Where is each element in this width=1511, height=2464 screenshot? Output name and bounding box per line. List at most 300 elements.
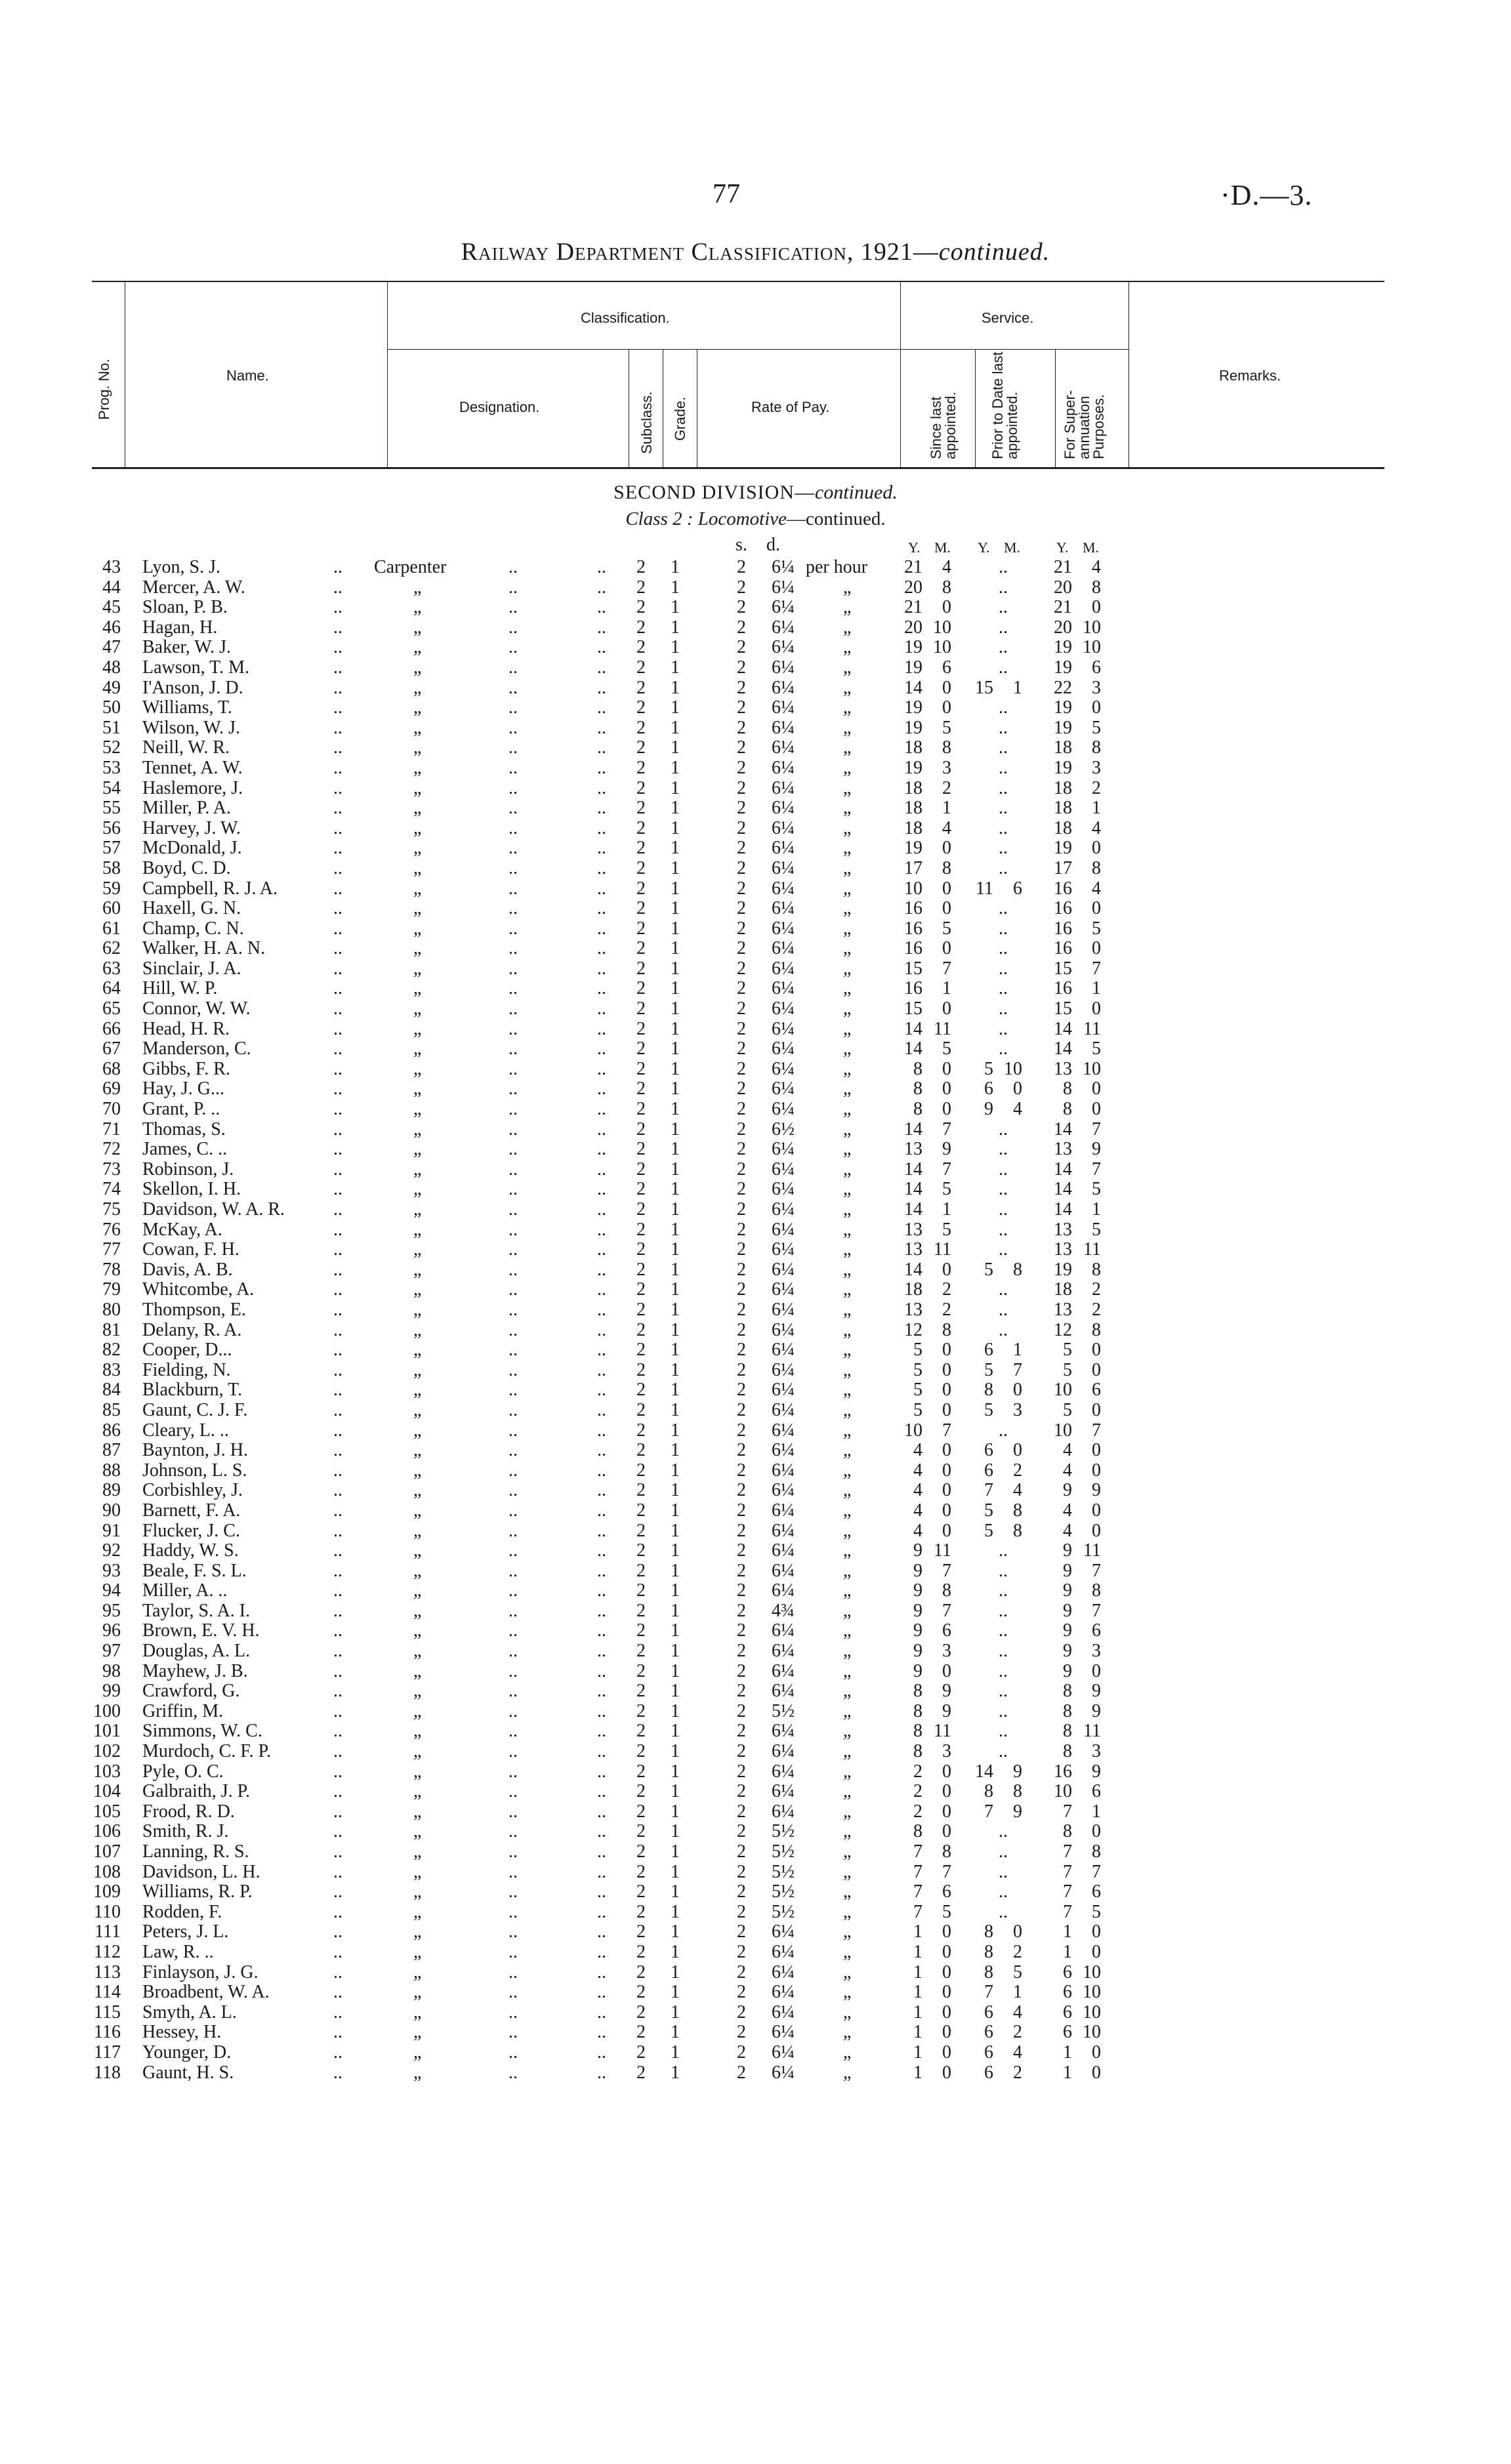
prior-months-cell: 4 (1013, 2002, 1022, 2023)
table-row (0, 1220, 1511, 1241)
since-years-cell: 1 (913, 2002, 922, 2023)
rate-unit-cell: „ (843, 1440, 852, 1461)
prior-years-cell: 8 (984, 1380, 993, 1401)
grade-cell: 1 (671, 1580, 680, 1601)
leader-dots: .. (999, 1620, 1008, 1641)
designation-cell: „ (413, 1861, 422, 1882)
since-years-cell: 19 (904, 657, 922, 678)
prior-months-cell: 8 (1013, 1259, 1022, 1280)
grade-cell: 1 (671, 1741, 680, 1762)
grade-cell: 1 (671, 1319, 680, 1340)
super-years-cell: 18 (1054, 737, 1072, 758)
rate-unit-cell: „ (843, 1961, 852, 1982)
prog-no-cell: 96 (102, 1620, 121, 1641)
prog-no-cell: 73 (102, 1159, 121, 1180)
leader-dots: .. (597, 838, 606, 859)
leader-dots: .. (597, 1700, 606, 1721)
name-cell: Champ, C. N. (142, 918, 244, 939)
name-cell: Peters, J. L. (142, 1921, 229, 1942)
leader-dots: .. (508, 1119, 518, 1140)
grade-cell: 1 (671, 1219, 680, 1240)
leader-dots: .. (333, 1319, 342, 1340)
designation-cell: „ (413, 1078, 422, 1099)
since-years-cell: 18 (904, 817, 922, 838)
col-divider-2 (387, 281, 388, 467)
leader-dots: .. (597, 918, 606, 939)
division-name: SECOND DIVISION— (613, 482, 816, 503)
super-years-cell: 12 (1054, 1319, 1072, 1340)
leader-dots: .. (508, 637, 518, 658)
name-cell: Williams, T. (142, 697, 233, 718)
since-years-cell: 9 (913, 1540, 922, 1561)
super-months-cell: 0 (1092, 697, 1101, 718)
designation-cell: „ (413, 1941, 422, 1962)
rate-unit-cell: „ (843, 817, 852, 838)
since-years-cell: 14 (904, 677, 922, 698)
rate-unit-cell: „ (843, 1520, 852, 1541)
leader-dots: .. (597, 1399, 606, 1420)
grade-cell: 1 (671, 798, 680, 819)
subclass-cell: 2 (636, 557, 646, 577)
subclass-cell: 2 (636, 1600, 646, 1621)
prior-years-cell: 7 (984, 1480, 993, 1501)
prog-no-cell: 87 (102, 1440, 121, 1461)
rate-pence-cell: 6¼ (772, 697, 795, 718)
rate-unit-cell: „ (843, 657, 852, 678)
table-row (0, 1702, 1511, 1722)
subclass-cell: 2 (636, 1440, 646, 1461)
grade-cell: 1 (671, 1279, 680, 1300)
leader-dots: .. (333, 1119, 342, 1140)
subclass-cell: 2 (636, 1500, 646, 1521)
leader-dots: .. (508, 1540, 518, 1561)
grade-cell: 1 (671, 1179, 680, 1200)
leader-dots: .. (999, 1641, 1008, 1662)
prog-no-cell: 98 (102, 1660, 121, 1681)
leader-dots: .. (508, 1580, 518, 1601)
since-months-cell: 11 (934, 1540, 951, 1561)
since-years-cell: 5 (913, 1359, 922, 1380)
subclass-cell: 2 (636, 1861, 646, 1882)
rate-pence-cell: 5½ (772, 1861, 795, 1882)
super-months-cell: 9 (1092, 1761, 1101, 1782)
since-months-cell: 2 (942, 1299, 951, 1320)
rate-unit-cell: „ (843, 1359, 852, 1380)
prog-no-cell: 81 (102, 1319, 121, 1340)
super-months-cell: 5 (1092, 717, 1101, 738)
designation-cell: „ (413, 1340, 422, 1361)
designation-cell: „ (413, 898, 422, 919)
since-months-cell: 6 (942, 657, 951, 678)
rate-shillings-cell: 2 (737, 697, 746, 718)
leader-dots: .. (999, 978, 1008, 999)
rate-pence-cell: 6¼ (772, 998, 795, 1019)
table-row (0, 1561, 1511, 1582)
rate-unit-cell: „ (843, 1801, 852, 1822)
since-months-cell: 0 (942, 1982, 951, 2003)
since-years-cell: 16 (904, 918, 922, 939)
name-cell: Johnson, L. S. (142, 1460, 247, 1481)
grade-cell: 1 (671, 1721, 680, 1742)
subclass-cell: 2 (636, 1480, 646, 1501)
prior-years-cell: 6 (984, 2042, 993, 2063)
subclass-cell: 2 (636, 898, 646, 919)
name-cell: Murdoch, C. F. P. (142, 1741, 272, 1762)
leader-dots: .. (508, 1721, 518, 1742)
subclass-cell: 2 (636, 1741, 646, 1762)
rate-pence-cell: 6¼ (772, 1199, 795, 1220)
rate-pence-cell: 6¼ (772, 1982, 795, 2003)
subclass-cell: 2 (636, 817, 646, 838)
rate-unit-cell: „ (843, 1641, 852, 1662)
rate-unit-cell: „ (843, 1139, 852, 1160)
col-divider-6 (900, 281, 901, 467)
super-months-cell: 9 (1092, 1700, 1101, 1721)
leader-dots: .. (597, 1781, 606, 1802)
subclass-cell: 2 (636, 1681, 646, 1702)
name-cell: Younger, D. (142, 2042, 232, 2063)
since-months-cell: 11 (934, 1721, 951, 1742)
rate-shillings-cell: 2 (737, 1279, 746, 1300)
name-cell: Head, H. R. (142, 1018, 230, 1039)
designation-cell: „ (413, 1319, 422, 1340)
since-years-cell: 9 (913, 1580, 922, 1601)
rate-pence-cell: 6¼ (772, 1440, 795, 1461)
designation-cell: „ (413, 978, 422, 999)
rate-pence-cell: 6¼ (772, 918, 795, 939)
table-row (0, 1541, 1511, 1561)
prog-no-cell: 80 (102, 1299, 121, 1320)
leader-dots: .. (333, 1961, 342, 1982)
rate-unit-cell: „ (843, 1560, 852, 1581)
super-months-cell: 10 (1083, 1961, 1101, 1982)
rate-pence-cell: 6¼ (772, 1259, 795, 1280)
leader-dots: .. (597, 1540, 606, 1561)
rate-pence-cell: 6¼ (772, 938, 795, 959)
since-years-cell: 5 (913, 1399, 922, 1420)
rate-unit-cell: „ (843, 1861, 852, 1882)
since-years-cell: 7 (913, 1841, 922, 1862)
leader-dots: .. (597, 938, 606, 959)
prog-no-cell: 99 (102, 1681, 121, 1702)
leader-dots: .. (333, 2002, 342, 2023)
leader-dots: .. (333, 1179, 342, 1200)
table-row (0, 1039, 1511, 1059)
leader-dots: .. (333, 1641, 342, 1662)
subclass-cell: 2 (636, 1018, 646, 1039)
leader-dots: .. (999, 577, 1008, 598)
rate-unit-cell: „ (843, 2022, 852, 2043)
leader-dots: .. (508, 1078, 518, 1099)
leader-dots: .. (999, 1279, 1008, 1300)
since-years-cell: 5 (913, 1380, 922, 1401)
table-row (0, 1902, 1511, 1923)
unit-months-prior: M. (1004, 539, 1021, 556)
header-prior-to: Prior to Date last appointed. (989, 352, 1020, 459)
name-cell: Whitcombe, A. (142, 1279, 255, 1300)
super-months-cell: 0 (1092, 1099, 1101, 1120)
prog-no-cell: 62 (102, 938, 121, 959)
since-years-cell: 8 (913, 1700, 922, 1721)
prior-years-cell: 5 (984, 1500, 993, 1521)
since-months-cell: 0 (942, 1078, 951, 1099)
super-months-cell: 11 (1083, 1540, 1101, 1561)
leader-dots: .. (597, 1179, 606, 1200)
prog-no-cell: 85 (102, 1399, 121, 1420)
rate-pence-cell: 6¼ (772, 817, 795, 838)
super-years-cell: 1 (1063, 1921, 1072, 1942)
designation-cell: „ (413, 2062, 422, 2083)
since-years-cell: 18 (904, 737, 922, 758)
table-row (0, 1782, 1511, 1802)
designation-cell: „ (413, 1901, 422, 1922)
super-years-cell: 18 (1054, 798, 1072, 819)
header-rule-bottom (92, 467, 1384, 469)
prior-years-cell: 9 (984, 1099, 993, 1120)
document-code: ·D.—3. (1220, 179, 1313, 211)
since-years-cell: 8 (913, 1821, 922, 1842)
prog-no-cell: 89 (102, 1480, 121, 1501)
rate-shillings-cell: 2 (737, 1159, 746, 1180)
table-row (0, 1380, 1511, 1401)
subclass-cell: 2 (636, 1921, 646, 1942)
subclass-cell: 2 (636, 1901, 646, 1922)
table-row (0, 678, 1511, 699)
super-years-cell: 10 (1054, 1380, 1072, 1401)
subclass-cell: 2 (636, 1239, 646, 1260)
grade-cell: 1 (671, 577, 680, 598)
rate-shillings-cell: 2 (737, 1700, 746, 1721)
table-row (0, 1160, 1511, 1180)
super-months-cell: 0 (1092, 1359, 1101, 1380)
leader-dots: .. (597, 1380, 606, 1401)
subclass-cell: 2 (636, 1359, 646, 1380)
grade-cell: 1 (671, 1420, 680, 1441)
leader-dots: .. (999, 1540, 1008, 1561)
leader-dots: .. (333, 838, 342, 859)
prog-no-cell: 69 (102, 1078, 121, 1099)
super-months-cell: 0 (1092, 838, 1101, 859)
super-months-cell: 6 (1092, 657, 1101, 678)
table-row (0, 1662, 1511, 1682)
unit-years-super: Y. (1056, 539, 1069, 556)
prior-years-cell: 7 (984, 1801, 993, 1822)
subclass-cell: 2 (636, 1641, 646, 1662)
rate-unit-cell: „ (843, 1399, 852, 1420)
super-years-cell: 9 (1063, 1580, 1072, 1601)
prior-years-cell: 5 (984, 1058, 993, 1079)
rate-shillings-cell: 2 (737, 1741, 746, 1762)
leader-dots: .. (597, 1199, 606, 1220)
leader-dots: .. (333, 1821, 342, 1842)
grade-cell: 1 (671, 1359, 680, 1380)
rate-pence-cell: 6¼ (772, 1340, 795, 1361)
designation-cell: „ (413, 1380, 422, 1401)
since-months-cell: 0 (942, 697, 951, 718)
super-years-cell: 16 (1054, 898, 1072, 919)
rate-pence-cell: 6¼ (772, 1219, 795, 1240)
prog-no-cell: 102 (93, 1741, 121, 1762)
subclass-cell: 2 (636, 918, 646, 939)
since-years-cell: 1 (913, 2022, 922, 2043)
super-months-cell: 7 (1092, 1119, 1101, 1140)
super-years-cell: 6 (1063, 1982, 1072, 2003)
leader-dots: .. (597, 1921, 606, 1942)
leader-dots: .. (597, 898, 606, 919)
since-years-cell: 20 (904, 617, 922, 638)
leader-dots: .. (333, 1861, 342, 1882)
super-months-cell: 0 (1092, 938, 1101, 959)
designation-cell: „ (413, 817, 422, 838)
super-years-cell: 1 (1063, 1941, 1072, 1962)
since-months-cell: 0 (942, 1781, 951, 1802)
since-years-cell: 19 (904, 717, 922, 738)
name-cell: Haddy, W. S. (142, 1540, 239, 1561)
name-cell: Harvey, J. W. (142, 817, 241, 838)
leader-dots: .. (508, 1179, 518, 1200)
unit-pence: d. (766, 535, 780, 555)
name-cell: Brown, E. V. H. (142, 1620, 260, 1641)
grade-cell: 1 (671, 597, 680, 618)
leader-dots: .. (999, 557, 1008, 577)
since-months-cell: 0 (942, 1359, 951, 1380)
table-row (0, 1842, 1511, 1862)
rate-shillings-cell: 2 (737, 2042, 746, 2063)
rate-pence-cell: 6¼ (772, 1099, 795, 1120)
rate-unit-cell: „ (843, 717, 852, 738)
rate-shillings-cell: 2 (737, 617, 746, 638)
subclass-cell: 2 (636, 617, 646, 638)
name-cell: Cowan, F. H. (142, 1239, 239, 1260)
leader-dots: .. (333, 1781, 342, 1802)
designation-cell: „ (413, 1420, 422, 1441)
super-months-cell: 0 (1092, 1500, 1101, 1521)
prior-years-cell: 6 (984, 1340, 993, 1361)
rate-shillings-cell: 2 (737, 1721, 746, 1742)
leader-dots: .. (508, 1239, 518, 1260)
rate-pence-cell: 6¼ (772, 637, 795, 658)
subclass-cell: 2 (636, 1761, 646, 1782)
prog-no-cell: 113 (94, 1961, 121, 1982)
unit-months-super: M. (1083, 539, 1100, 556)
super-months-cell: 8 (1092, 1259, 1101, 1280)
prog-no-cell: 63 (102, 958, 121, 979)
rate-unit-cell: „ (843, 577, 852, 598)
rate-unit-cell: „ (843, 737, 852, 758)
leader-dots: .. (999, 1299, 1008, 1320)
subclass-cell: 2 (636, 2002, 646, 2023)
subclass-cell: 2 (636, 1119, 646, 1140)
rate-unit-cell: „ (843, 1841, 852, 1862)
header-subclass: Subclass. (638, 391, 655, 454)
super-months-cell: 0 (1092, 1520, 1101, 1541)
designation-cell: „ (413, 1721, 422, 1742)
prior-months-cell: 10 (1004, 1058, 1022, 1079)
rate-pence-cell: 6¼ (772, 1359, 795, 1380)
leader-dots: .. (597, 737, 606, 758)
grade-cell: 1 (671, 2002, 680, 2023)
name-cell: Connor, W. W. (142, 998, 251, 1019)
prog-no-cell: 58 (102, 857, 121, 878)
super-years-cell: 7 (1063, 1841, 1072, 1862)
rate-pence-cell: 6¼ (772, 898, 795, 919)
rate-unit-cell: „ (843, 1460, 852, 1481)
leader-dots: .. (597, 657, 606, 678)
super-months-cell: 7 (1092, 1600, 1101, 1621)
since-months-cell: 0 (942, 1821, 951, 1842)
prog-no-cell: 53 (102, 757, 121, 778)
super-years-cell: 5 (1063, 1359, 1072, 1380)
leader-dots: .. (508, 1159, 518, 1180)
name-cell: Simmons, W. C. (142, 1721, 262, 1742)
name-cell: Crawford, G. (142, 1681, 240, 1702)
prior-months-cell: 2 (1013, 2062, 1022, 2083)
leader-dots: .. (508, 838, 518, 859)
rate-pence-cell: 5½ (772, 1700, 795, 1721)
super-years-cell: 8 (1063, 1078, 1072, 1099)
leader-dots: .. (597, 1982, 606, 2003)
grade-cell: 1 (671, 1841, 680, 1862)
super-months-cell: 10 (1083, 1982, 1101, 2003)
rate-pence-cell: 6¼ (772, 1620, 795, 1641)
header-prog-no: Prog. No. (96, 359, 112, 420)
super-years-cell: 19 (1054, 757, 1072, 778)
rate-shillings-cell: 2 (737, 2022, 746, 2043)
since-months-cell: 6 (942, 1620, 951, 1641)
table-row (0, 2063, 1511, 2084)
prior-years-cell: 11 (976, 878, 993, 899)
super-months-cell: 8 (1092, 1841, 1101, 1862)
rate-unit-cell: „ (843, 1921, 852, 1942)
rate-shillings-cell: 2 (737, 998, 746, 1019)
rate-pence-cell: 6½ (772, 1119, 795, 1140)
super-months-cell: 3 (1092, 1641, 1101, 1662)
col-divider-8 (1055, 349, 1056, 467)
prog-no-cell: 43 (102, 557, 121, 577)
leader-dots: .. (333, 1239, 342, 1260)
table-row (0, 2043, 1511, 2063)
leader-dots: .. (508, 1259, 518, 1280)
unit-years-prior: Y. (978, 539, 990, 556)
rate-shillings-cell: 2 (737, 597, 746, 618)
leader-dots: .. (597, 817, 606, 838)
leader-dots: .. (999, 898, 1008, 919)
leader-dots: .. (333, 737, 342, 758)
prior-months-cell: 0 (1013, 1440, 1022, 1461)
rate-pence-cell: 6¼ (772, 958, 795, 979)
prog-no-cell: 108 (93, 1861, 121, 1882)
super-years-cell: 16 (1054, 1761, 1072, 1782)
super-years-cell: 14 (1054, 1119, 1072, 1140)
prior-months-cell: 1 (1013, 677, 1022, 698)
leader-dots: .. (597, 637, 606, 658)
rate-unit-cell: „ (843, 1380, 852, 1401)
since-months-cell: 5 (942, 717, 951, 738)
leader-dots: .. (508, 1480, 518, 1501)
prior-months-cell: 7 (1013, 1359, 1022, 1380)
leader-dots: .. (333, 1139, 342, 1160)
name-cell: Skellon, I. H. (142, 1179, 241, 1200)
super-years-cell: 1 (1063, 2062, 1072, 2083)
prior-years-cell: 8 (984, 1781, 993, 1802)
since-months-cell: 7 (942, 1119, 951, 1140)
rate-shillings-cell: 2 (737, 1801, 746, 1822)
rate-unit-cell: „ (843, 1480, 852, 1501)
table-row (0, 1180, 1511, 1200)
designation-cell: „ (413, 717, 422, 738)
prog-no-cell: 109 (93, 1881, 121, 1902)
table-row (0, 919, 1511, 939)
